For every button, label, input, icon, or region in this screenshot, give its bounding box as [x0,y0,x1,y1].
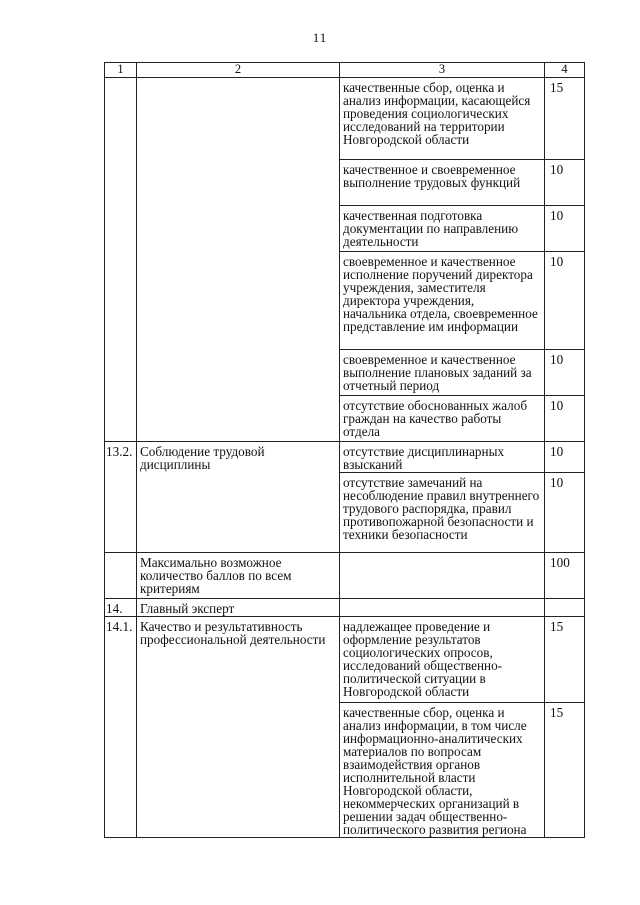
table-row [105,553,585,599]
score-cell: 10 [545,206,585,252]
score-cell: 10 [545,252,585,350]
indicator-cell [340,553,545,599]
criterion-cell: Максимально возможное количество баллов по всем критериям [137,553,340,599]
indicator-cell: отсутствие обоснованных жалоб граждан на качество работы отдела [340,396,545,442]
header-col-3: 3 [340,63,545,78]
score-cell: 15 [545,617,585,703]
indicator-cell: своевременное и качественное исполнение поручений директора учреждения, заместителя директора учреждения, начальника отдела, своевременное представление им информации [340,252,545,350]
indicator-cell: качественные сбор, оценка и анализ информации, касающейся проведения социологических исследований на территории Новгородской области [340,78,545,160]
table-header-row [105,63,585,78]
score-cell: 10 [545,473,585,553]
score-cell: 10 [545,442,585,473]
criterion-cell [137,78,340,442]
criteria-table [104,62,585,838]
page-number: 11 [312,30,328,45]
indicator-cell: качественное и своевременное выполнение трудовых функций [340,160,545,206]
table-row [105,617,585,703]
indicator-cell [340,599,545,617]
score-cell [545,599,585,617]
row-number: 13.2. [105,442,137,553]
table-row [105,442,585,473]
score-cell: 15 [545,78,585,160]
indicator-cell: качественная подготовка документации по направлению деятельности [340,206,545,252]
score-cell: 10 [545,396,585,442]
row-number: 14.1. [105,617,137,838]
criterion-cell: Качество и результативность профессиональной деятельности [137,617,340,838]
score-cell: 100 [545,553,585,599]
score-cell: 15 [545,703,585,838]
row-number: 14. [105,599,137,617]
indicator-cell: надлежащее проведение и оформление результатов социологических опросов, исследований общественно-политической ситуации в Новгородской области [340,617,545,703]
indicator-cell: своевременное и качественное выполнение плановых заданий за отчетный период [340,350,545,396]
header-col-2: 2 [137,63,340,78]
header-col-4: 4 [545,63,585,78]
row-number [105,553,137,599]
score-cell: 10 [545,160,585,206]
row-number [105,78,137,442]
criterion-cell: Главный эксперт [137,599,340,617]
indicator-cell: отсутствие замечаний на несоблюдение правил внутреннего трудового распорядка, правил противопожарной безопасности и техники безопасности [340,473,545,553]
indicator-cell: отсутствие дисциплинарных взысканий [340,442,545,473]
table-row [105,599,585,617]
criterion-cell: Соблюдение трудовой дисциплины [137,442,340,553]
indicator-cell: качественные сбор, оценка и анализ информации, в том числе информационно-аналитических материалов по вопросам взаимодействия органов исполнительной власти Новгородской области, некоммерческих организаций в решении задач общественно-политического развития региона [340,703,545,838]
score-cell: 10 [545,350,585,396]
table-row [105,78,585,160]
header-col-1: 1 [105,63,137,78]
